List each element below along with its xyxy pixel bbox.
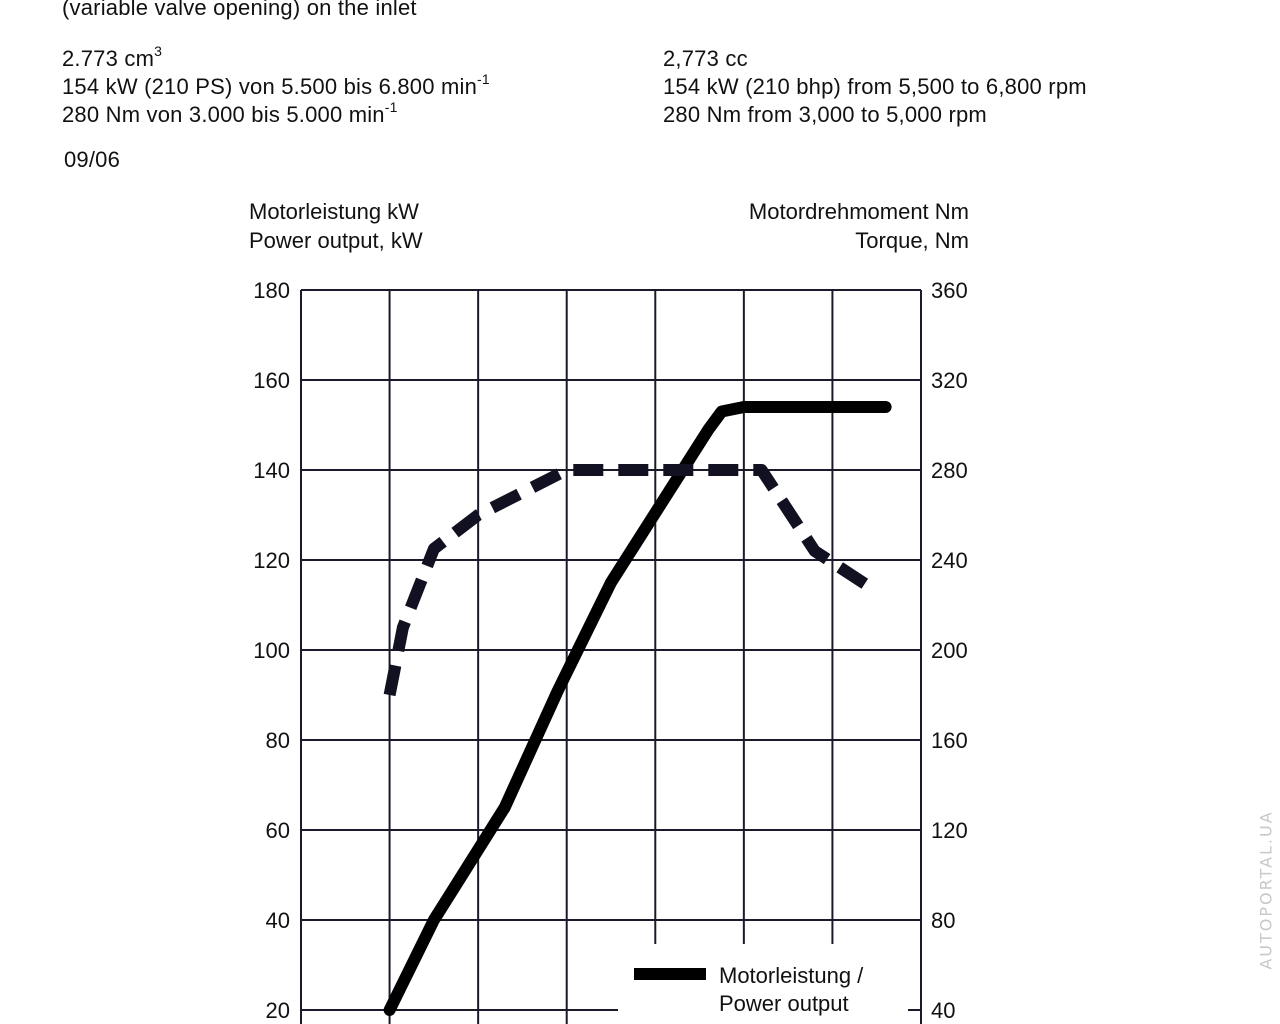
spec-displacement-de-sup: 3 — [154, 42, 163, 59]
spec-power-en-text: 154 kW (210 bhp) from 5,500 to 6,800 rpm — [663, 74, 1087, 99]
spec-power-de-sup: -1 — [477, 70, 490, 87]
right-tick-label: 280 — [931, 458, 968, 483]
spec-displacement-de-text: 2.773 cm — [62, 46, 155, 71]
right-axis-title-en: Torque, Nm — [855, 228, 969, 253]
legend-label-de: Motorleistung / — [719, 963, 864, 988]
left-axis-title-en: Power output, kW — [249, 228, 423, 253]
date-code-text: 09/06 — [64, 147, 121, 172]
right-tick-label: 80 — [931, 908, 956, 933]
left-tick-label: 140 — [253, 458, 290, 483]
header-top-line-text: (variable valve opening) on the inlet — [62, 0, 417, 20]
right-tick-label: 40 — [931, 998, 956, 1023]
right-axis-ticks — [931, 278, 968, 1023]
chart-grid — [301, 290, 921, 1024]
left-tick-label: 60 — [265, 818, 290, 843]
left-tick-label: 120 — [253, 548, 290, 573]
left-tick-label: 180 — [253, 278, 290, 303]
right-tick-label: 240 — [931, 548, 968, 573]
left-tick-label: 40 — [265, 908, 290, 933]
spec-displacement-en-text: 2,773 cc — [663, 46, 748, 71]
right-tick-label: 320 — [931, 368, 968, 393]
spec-torque-de-text: 280 Nm von 3.000 bis 5.000 min — [62, 102, 385, 127]
legend-label-en: Power output — [719, 991, 849, 1016]
right-tick-label: 120 — [931, 818, 968, 843]
left-tick-label: 100 — [253, 638, 290, 663]
spec-power-de-text: 154 kW (210 PS) von 5.500 bis 6.800 min — [62, 74, 478, 99]
chart-legend — [618, 944, 908, 1024]
left-tick-label: 80 — [265, 728, 290, 753]
left-axis-title-de: Motorleistung kW — [249, 199, 419, 224]
torque-series-line — [390, 470, 877, 695]
right-tick-label: 200 — [931, 638, 968, 663]
watermark: AUTOPORTAL.UA — [1256, 810, 1276, 970]
right-tick-label: 360 — [931, 278, 968, 303]
spec-torque-de-sup: -1 — [384, 98, 398, 115]
left-tick-label: 20 — [265, 998, 290, 1023]
right-axis-title-de: Motordrehmoment Nm — [748, 199, 969, 224]
spec-torque-en-text: 280 Nm from 3,000 to 5,000 rpm — [663, 102, 987, 127]
left-axis-ticks — [253, 278, 290, 1023]
left-tick-label: 160 — [253, 368, 290, 393]
right-tick-label: 160 — [931, 728, 968, 753]
